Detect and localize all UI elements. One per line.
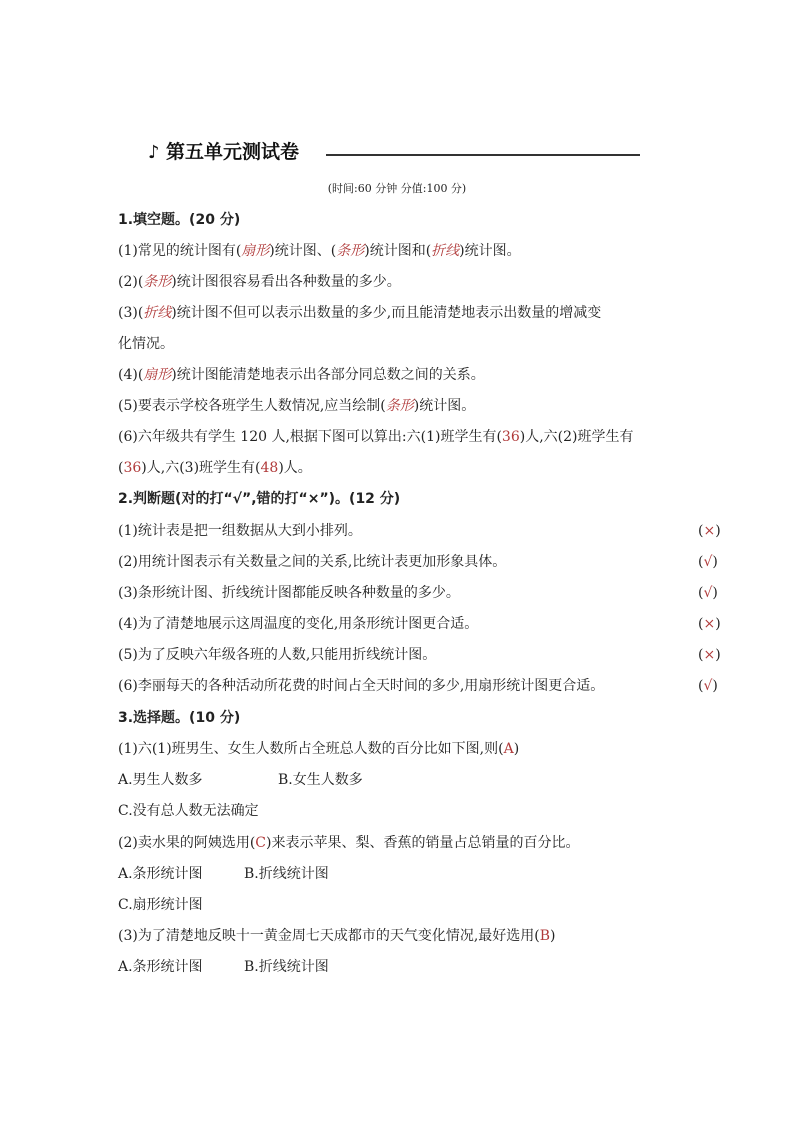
- judge-item-3: (3)条形统计图、折线统计图都能反映各种数量的多少。: [118, 585, 460, 601]
- judge-item-2: (2)用统计图表示有关数量之间的关系,比统计表更加形象具体。: [118, 554, 507, 570]
- answer: 36: [123, 460, 142, 476]
- answer: 条形: [336, 243, 365, 259]
- page-title: 第五单元测试卷: [166, 141, 300, 163]
- answer: A: [503, 741, 514, 757]
- answer: 36: [501, 429, 520, 445]
- question-1-6: (6)六年级共有学生 120 人,根据下图可以算出:六(1)班学生有(36)人,六(2)班学生有: [118, 429, 634, 445]
- music-note-icon: ♪: [148, 142, 160, 163]
- choice-1-option-b: B.女生人数多: [278, 772, 363, 788]
- judge-mark-6: (√): [698, 678, 718, 694]
- question-1-2: (2)(条形)统计图很容易看出各种数量的多少。: [118, 274, 401, 290]
- answer: 条形: [143, 274, 172, 290]
- judge-mark-1: (×): [698, 523, 721, 539]
- exam-info: (时间:60 分钟 分值:100 分): [327, 182, 467, 195]
- choice-question-2: (2)卖水果的阿姨选用(C)来表示苹果、梨、香蕉的销量占总销量的百分比。: [118, 835, 580, 851]
- question-1-3-cont: 化情况。: [118, 336, 174, 352]
- question-1-1: (1)常见的统计图有(扇形)统计图、(条形)统计图和(折线)统计图。: [118, 243, 521, 259]
- choice-3-option-b: B.折线统计图: [244, 959, 329, 975]
- judge-mark-5: (×): [698, 647, 721, 663]
- choice-2-option-a: A.条形统计图: [118, 866, 203, 882]
- section-2-heading: 2.判断题(对的打“√”,错的打“×”)。(12 分): [118, 491, 401, 507]
- title-underline: [326, 154, 640, 156]
- choice-1-option-a: A.男生人数多: [118, 772, 203, 788]
- judge-item-5: (5)为了反映六年级各班的人数,只能用折线统计图。: [118, 647, 437, 663]
- choice-2-option-c: C.扇形统计图: [118, 897, 203, 913]
- answer: 条形: [385, 398, 414, 414]
- title-row: [148, 139, 640, 167]
- choice-question-1: (1)六(1)班男生、女生人数所占全班总人数的百分比如下图,则(A): [118, 741, 520, 757]
- choice-2-option-b: B.折线统计图: [244, 866, 329, 882]
- judge-mark-4: (×): [698, 616, 721, 632]
- answer: 折线: [431, 243, 460, 259]
- judge-item-4: (4)为了清楚地展示这周温度的变化,用条形统计图更合适。: [118, 616, 479, 632]
- choice-question-3: (3)为了清楚地反映十一黄金周七天成都市的天气变化情况,最好选用(B): [118, 928, 556, 944]
- question-1-3: (3)(折线)统计图不但可以表示出数量的多少,而且能清楚地表示出数量的增减变: [118, 305, 602, 321]
- question-1-5: (5)要表示学校各班学生人数情况,应当绘制(条形)统计图。: [118, 398, 476, 414]
- question-1-4: (4)(扇形)统计图能清楚地表示出各部分同总数之间的关系。: [118, 367, 485, 383]
- answer: 扇形: [241, 243, 270, 259]
- choice-1-option-c: C.没有总人数无法确定: [118, 803, 259, 819]
- judge-item-6: (6)李丽每天的各种活动所花费的时间占全天时间的多少,用扇形统计图更合适。: [118, 678, 605, 694]
- answer: 扇形: [143, 367, 172, 383]
- choice-3-option-a: A.条形统计图: [118, 959, 203, 975]
- question-1-6-cont: (36)人,六(3)班学生有(48)人。: [118, 460, 312, 476]
- section-1-heading: 1.填空题。(20 分): [118, 212, 241, 228]
- judge-mark-2: (√): [698, 554, 718, 570]
- answer: B: [539, 928, 551, 944]
- judge-item-1: (1)统计表是把一组数据从大到小排列。: [118, 523, 362, 539]
- judge-mark-3: (√): [698, 585, 718, 601]
- section-3-heading: 3.选择题。(10 分): [118, 710, 241, 726]
- answer: C: [255, 835, 267, 851]
- answer: 48: [260, 460, 279, 476]
- answer: 折线: [143, 305, 172, 321]
